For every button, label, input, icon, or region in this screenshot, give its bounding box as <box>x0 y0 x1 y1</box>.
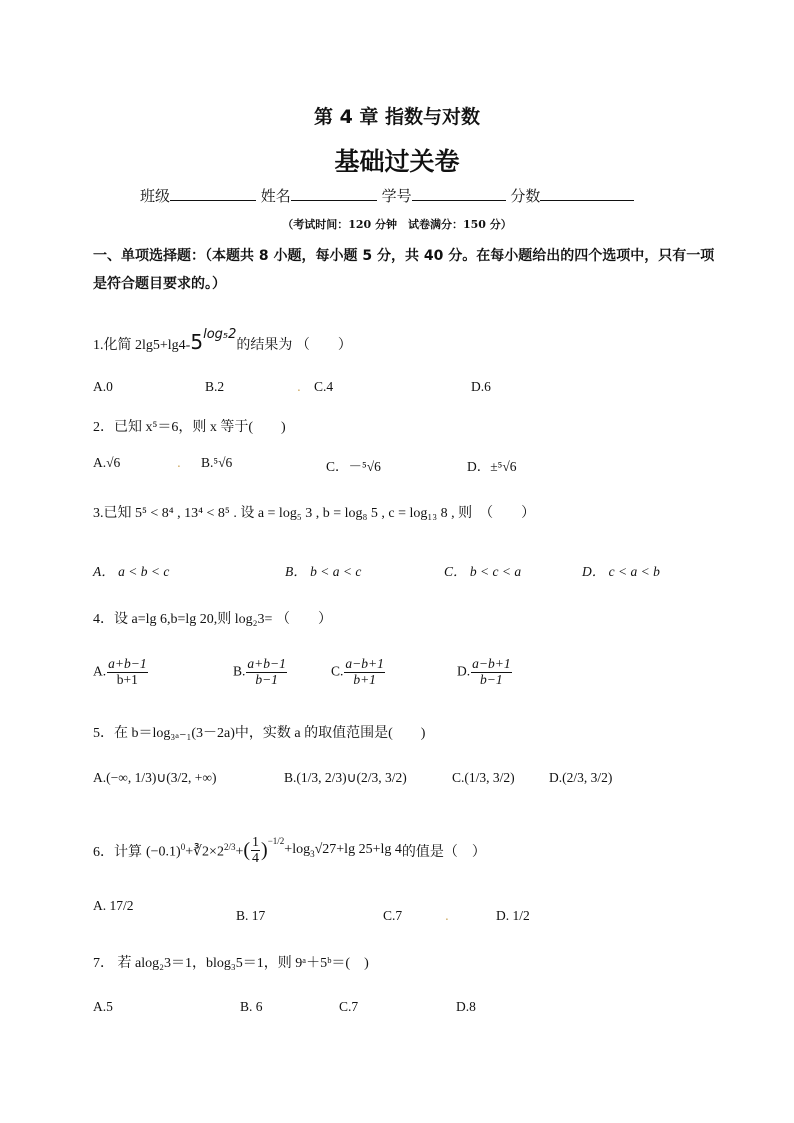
q6-paren-open: ( <box>243 839 251 862</box>
q4-a-num: a+b−1 <box>108 656 147 671</box>
score-blank[interactable] <box>540 186 634 201</box>
question-6-stem <box>93 835 486 867</box>
section-heading <box>93 242 714 298</box>
q4-c-den: b+1 <box>353 671 376 687</box>
q6-option-a[interactable]: A. 17/2 <box>93 898 134 913</box>
q5-option-a[interactable]: A.(−∞, 1/3)∪(3/2, +∞) <box>93 770 217 785</box>
q4-b-fraction <box>246 657 286 688</box>
id-blank[interactable] <box>412 186 506 201</box>
q4-option-a[interactable] <box>93 657 149 688</box>
q4-b-num: a+b−1 <box>247 656 286 671</box>
q4-option-b[interactable] <box>233 657 288 688</box>
q3-option-b[interactable]: B． b < a < c <box>285 564 362 579</box>
q4-a-label: A. <box>93 663 107 679</box>
question-2-stem: 2．已知 x⁵＝6，则 x 等于( ) <box>93 420 286 435</box>
q6-option-c[interactable]: C.7 <box>383 908 403 923</box>
q4-b-den: b−1 <box>255 671 278 687</box>
q5-option-c[interactable]: C.(1/3, 3/2) <box>452 770 515 785</box>
name-blank[interactable] <box>291 186 377 201</box>
question-3-stem: 3.已知 5⁵ < 8⁴ , 13⁴ < 8⁵ . 设 a = log₅ 3 , b = log₈ 5 , c = log₁₃ 8 , 则 （ ） <box>93 506 536 521</box>
q4-c-num: a−b+1 <box>345 656 384 671</box>
id-label: 学号 <box>381 187 412 205</box>
q6-neg-half-exp: −1/2 <box>267 835 285 846</box>
q1-stem-suffix: 的结果为 （ ） <box>236 338 352 353</box>
q7-option-a[interactable]: A.5 <box>93 999 113 1014</box>
class-label: 班级 <box>140 187 171 205</box>
q1-option-c[interactable]: C.4 <box>314 379 334 394</box>
class-blank[interactable] <box>170 186 256 201</box>
q1-option-d[interactable]: D.6 <box>471 379 491 394</box>
q4-b-label: B. <box>233 663 246 679</box>
q7-option-b[interactable]: B. 6 <box>240 999 263 1014</box>
q3-option-a[interactable]: A． a < b < c <box>93 564 170 579</box>
question-1-stem <box>93 327 352 354</box>
q2-option-c[interactable]: C．－⁵√6 <box>326 459 381 474</box>
time-note: （考试时间：120 分钟 试卷满分：150 分） <box>282 218 512 231</box>
q6-quarter-den: 4 <box>252 851 260 867</box>
q4-d-num: a−b+1 <box>472 656 511 671</box>
q1-option-b[interactable]: B.2 <box>205 379 225 394</box>
q6-stem-suffix: 的值是（ ） <box>401 844 486 860</box>
q1-option-a[interactable]: A.0 <box>93 379 113 394</box>
q4-d-fraction <box>471 657 511 688</box>
q6-quarter-num: 1 <box>252 835 260 850</box>
q1-power-exp: log₅2 <box>203 327 237 343</box>
q4-d-den: b−1 <box>480 671 503 687</box>
q5-option-b[interactable]: B.(1/3, 2/3)∪(2/3, 3/2) <box>284 770 407 785</box>
stray-dot-mark: . <box>177 456 181 470</box>
exam-title: 基础过关卷 <box>334 147 460 176</box>
q6-option-b[interactable]: B. 17 <box>236 908 266 923</box>
q3-option-d[interactable]: D． c < a < b <box>582 564 660 579</box>
student-info-line <box>140 185 634 206</box>
q4-d-label: D. <box>457 663 471 679</box>
q4-a-den: b+1 <box>116 671 138 687</box>
q1-power <box>190 327 237 354</box>
q2-option-d[interactable]: D．±⁵√6 <box>467 459 517 474</box>
q2-option-a[interactable]: A.√6 <box>93 455 121 470</box>
q6-stem-label: 6．计算 <box>93 844 142 860</box>
q7-option-c[interactable]: C.7 <box>339 999 359 1014</box>
q1-stem-prefix: 1.化简 2lg5+lg4- <box>93 338 191 353</box>
score-label: 分数 <box>510 187 541 205</box>
q4-option-d[interactable] <box>457 657 513 688</box>
q6-option-d[interactable]: D. 1/2 <box>496 908 530 923</box>
question-5-stem: 5．在 b＝log₃ₐ₋₁(3－2a)中，实数 a 的取值范围是( ) <box>93 726 426 741</box>
q6-expression <box>146 835 402 867</box>
q2-option-b[interactable]: B.⁵√6 <box>201 455 233 470</box>
q4-option-c[interactable] <box>331 657 386 688</box>
q5-option-d[interactable]: D.(2/3, 3/2) <box>549 770 613 785</box>
section-heading-line2: 是符合题目要求的。） <box>93 276 226 292</box>
q4-c-label: C. <box>331 663 344 679</box>
q7-option-d[interactable]: D.8 <box>456 999 476 1014</box>
q3-option-c[interactable]: C． b < c < a <box>444 564 522 579</box>
chapter-title: 第 4 章 指数与对数 <box>313 106 481 128</box>
q4-c-fraction <box>344 657 384 688</box>
q6-term-power: $(-0.1)^0+∛2\times 2^{2/3}+$ <box>146 841 244 860</box>
q6-term-logs: $+\log_3√27+\lg$ 25+lg 4 <box>284 842 402 860</box>
q6-quarter-fraction <box>251 835 260 867</box>
question-7-stem: 7． 若 alog₂3＝1，blog₃5＝1，则 9ᵃ＋5ᵇ＝( ) <box>93 956 369 971</box>
section-heading-line1: 一、单项选择题：（本题共 8 小题，每小题 5 分，共 40 分。在每小题给出的四个选项中，只有一项 <box>93 248 715 264</box>
q4-a-fraction <box>107 657 147 688</box>
stray-dot-mark: . <box>445 909 449 923</box>
q1-power-base: 5 <box>190 330 204 354</box>
name-label: 姓名 <box>260 187 291 205</box>
q6-paren-close: ) <box>261 839 268 862</box>
stray-dot-mark: . <box>297 380 301 394</box>
question-4-stem: 4．设 a=lg 6,b=lg 20,则 log₂3= （ ） <box>93 612 332 627</box>
